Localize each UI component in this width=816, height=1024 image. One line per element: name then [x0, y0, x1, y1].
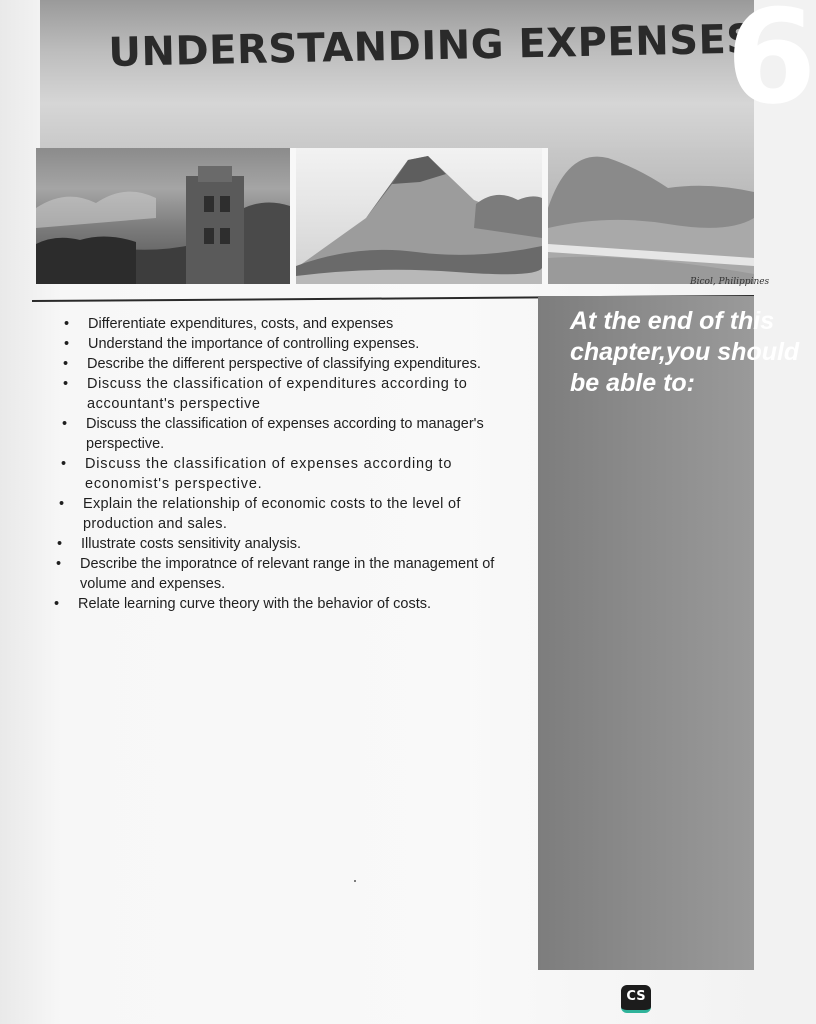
bullet-icon: •	[57, 536, 63, 552]
objective-text: Discuss the classification of expenses according to manager's perspective.	[86, 416, 484, 452]
chapter-number-badge	[726, 0, 816, 133]
list-item	[63, 374, 532, 414]
photo-volcano	[296, 148, 542, 284]
list-item	[54, 594, 532, 614]
chapter-number: 6	[726, 0, 816, 133]
learning-objectives-list	[54, 314, 532, 614]
bullet-icon: •	[61, 456, 67, 472]
list-item	[64, 334, 532, 354]
objective-text: Differentiate expenditures, costs, and expenses	[88, 316, 394, 332]
list-item	[56, 554, 532, 594]
objective-text: Explain the relationship of economic costs to the level of production and sales.	[83, 496, 461, 532]
list-item	[64, 314, 532, 334]
bullet-icon: •	[54, 596, 60, 612]
list-item	[57, 534, 532, 554]
bullet-icon: •	[56, 556, 62, 572]
volcano-photo-graphic	[296, 148, 542, 284]
objective-text: Describe the imporatnce of relevant range in the management of volume and expenses.	[80, 556, 495, 592]
photo-caption: Bicol, Philippines	[690, 277, 770, 287]
list-item	[59, 494, 532, 534]
photo-mountain-landscape	[548, 148, 754, 284]
objective-text: Describe the different perspective of classifying expenditures.	[87, 356, 481, 372]
bullet-icon: •	[64, 316, 70, 332]
objective-text: Discuss the classification of expenses according to economist's perspective.	[85, 456, 453, 492]
bell-tower-photo-graphic	[36, 148, 290, 284]
objective-text: Discuss the classification of expenditures according to accountant's perspective	[87, 376, 468, 412]
bullet-icon: •	[63, 356, 69, 372]
bullet-icon: •	[59, 496, 65, 512]
mountain-photo-graphic	[548, 148, 754, 284]
camscanner-logo: CS	[621, 985, 651, 1013]
bullet-icon: •	[62, 416, 68, 432]
scan-speck	[354, 880, 356, 882]
list-item	[61, 454, 532, 494]
objective-text: Relate learning curve theory with the behavior of costs.	[78, 596, 432, 612]
objective-text: Illustrate costs sensitivity analysis.	[81, 536, 301, 552]
photo-bell-tower-ruins	[36, 148, 290, 284]
bullet-icon: •	[63, 376, 69, 392]
bullet-icon: •	[64, 336, 70, 352]
objective-text: Understand the importance of controlling expenses.	[88, 336, 420, 352]
objectives-intro: At the end of this chapter,you should be able to:	[570, 307, 800, 397]
list-item	[62, 414, 532, 454]
objectives-side-panel	[538, 296, 800, 970]
chapter-title: UNDERSTANDING EXPENSES	[108, 16, 757, 76]
list-item	[63, 354, 532, 374]
